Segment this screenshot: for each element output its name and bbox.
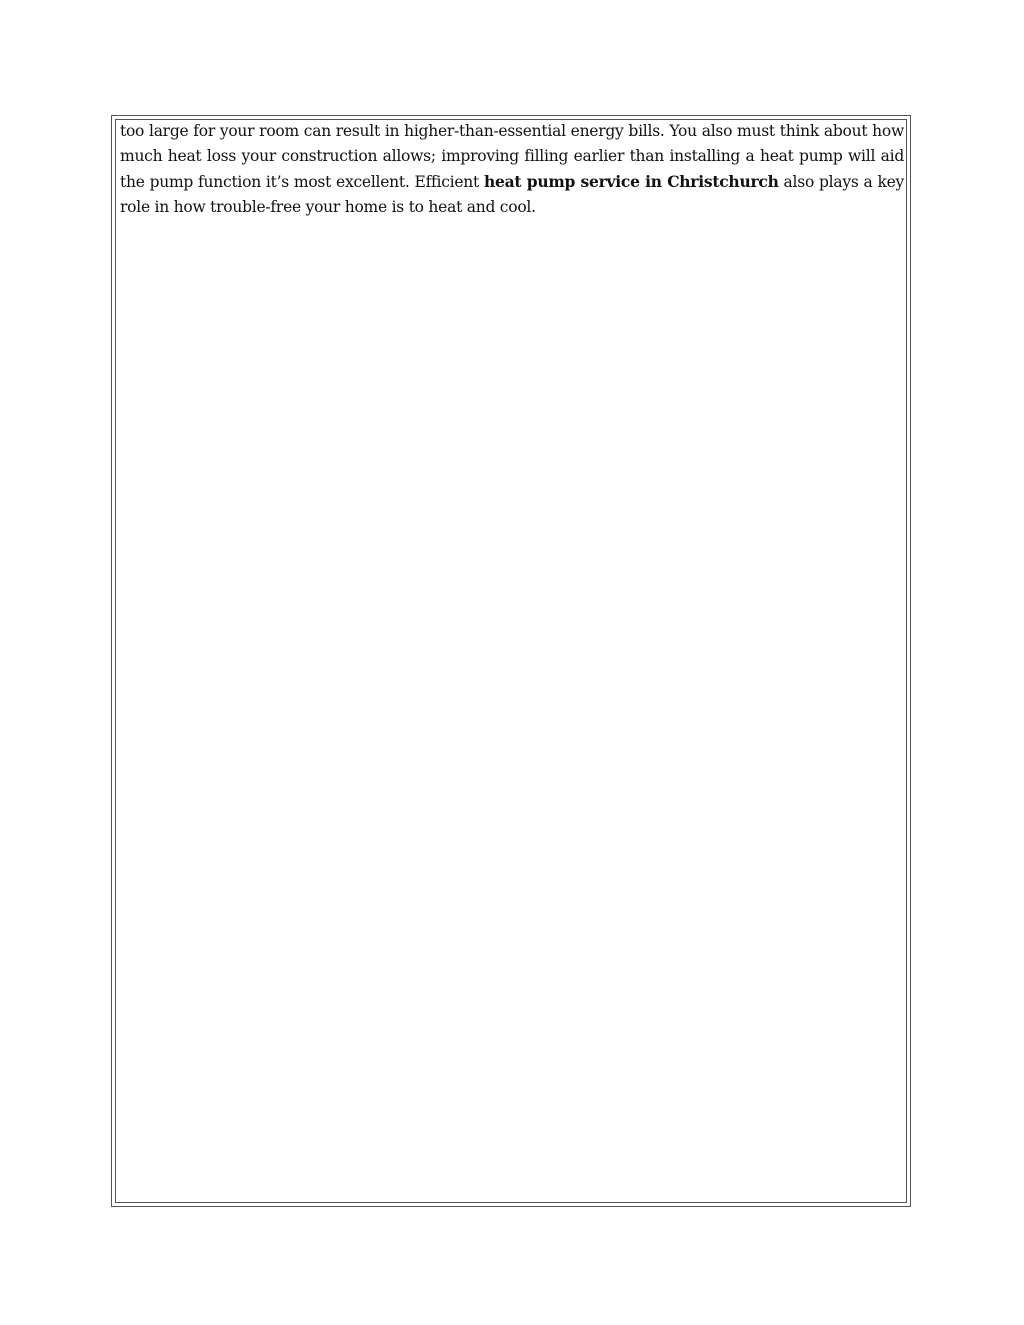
paragraph-text-before: too large for your room can result in higher-than-essential energy bills. You also must think about how much heat loss your construction allows; improving filling earlier than installing a heat pump will aid the pump function it’s most excellent. Efficient xyxy=(120,122,904,191)
page-border-inner xyxy=(115,119,907,1203)
body-paragraph xyxy=(120,119,904,220)
page-border-outer xyxy=(111,115,911,1207)
paragraph-bold-phrase: heat pump service in Christchurch xyxy=(483,172,779,191)
paragraph-text-after: also plays a key role in how trouble-free your home is to heat and cool. xyxy=(120,173,905,216)
